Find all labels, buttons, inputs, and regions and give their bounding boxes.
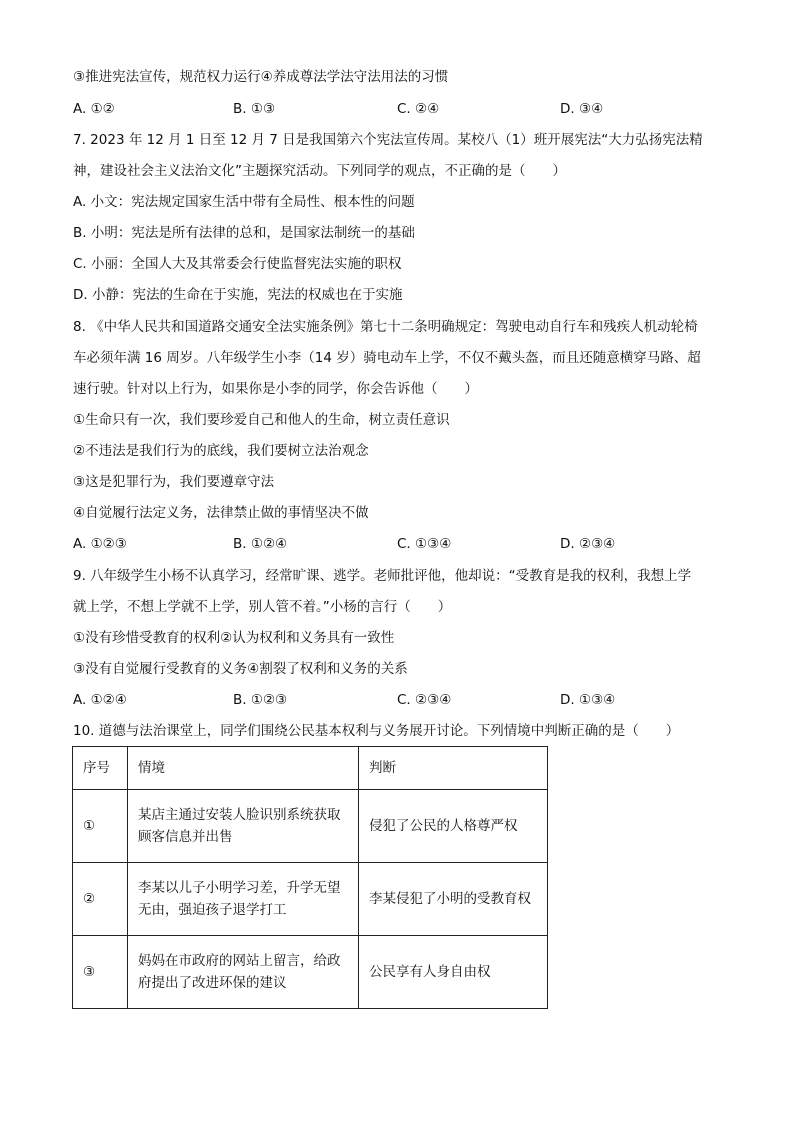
q10-stem: 10. 道德与法治课堂上，同学们围绕公民基本权利与义务展开讨论。下列情境中判断正确的是（ ） <box>73 723 680 739</box>
q8-options <box>73 535 733 553</box>
q8-stem-line-1: 8. 《中华人民共和国道路交通安全法实施条例》第七十二条明确规定：驾驶电动自行车和残疾人机动轮椅 <box>73 319 698 335</box>
q7-stem-line-2: 神，建设社会主义法治文化”主题探究活动。下列同学的观点，不正确的是（ ） <box>73 163 566 179</box>
q6-option-b: B. ①③ <box>233 101 276 117</box>
q6-option-c: C. ②④ <box>397 101 440 117</box>
q8-option-b: B. ①②④ <box>233 536 288 552</box>
table-row <box>73 790 548 863</box>
q8-item-4: ④自觉履行法定义务，法律禁止做的事情坚决不做 <box>73 505 369 521</box>
scenario-line: 府提出了改进环保的建议 <box>138 975 287 991</box>
row-judgment: 公民享有人身自由权 <box>359 936 548 1009</box>
q6-items-line: ③推进宪法宣传，规范权力运行④养成尊法学法守法用法的习惯 <box>73 69 449 85</box>
row-scenario <box>128 790 359 863</box>
q7-option-b: B. 小明：宪法是所有法律的总和，是国家法制统一的基础 <box>73 225 415 241</box>
q9-items-line-1: ①没有珍惜受教育的权利②认为权利和义务具有一致性 <box>73 630 395 646</box>
q7-stem-line-1: 7. 2023 年 12 月 1 日至 12 月 7 日是我国第六个宪法宣传周。某校八（1）班开展宪法“大力弘扬宪法精 <box>73 132 703 148</box>
q6-option-d: D. ③④ <box>560 101 604 117</box>
q10-table <box>72 746 548 1009</box>
q9-stem-line-2: 就上学，不想上学就不上学，别人管不着。”小杨的言行（ ） <box>73 599 452 615</box>
table-row <box>73 863 548 936</box>
row-judgment: 李某侵犯了小明的受教育权 <box>359 863 548 936</box>
scenario-line: 李某以儿子小明学习差，升学无望 <box>138 880 341 896</box>
header-scenario: 情境 <box>128 747 359 790</box>
q9-option-a: A. ①②④ <box>73 692 127 708</box>
header-number: 序号 <box>73 747 128 790</box>
row-scenario <box>128 863 359 936</box>
row-number: ② <box>73 863 128 936</box>
q9-stem-line-1: 9. 八年级学生小杨不认真学习，经常旷课、逃学。老师批评他，他却说：“受教育是我的权利，我想上学 <box>73 568 692 584</box>
q6-options <box>73 100 733 118</box>
row-number: ③ <box>73 936 128 1009</box>
scenario-line: 顾客信息并出售 <box>138 829 233 845</box>
q9-option-c: C. ②③④ <box>397 692 452 708</box>
table-row <box>73 936 548 1009</box>
q8-option-c: C. ①③④ <box>397 536 452 552</box>
scenario-line: 无由，强迫孩子退学打工 <box>138 902 287 918</box>
q7-option-d: D. 小静：宪法的生命在于实施，宪法的权威也在于实施 <box>73 287 403 303</box>
q6-option-a: A. ①② <box>73 101 115 117</box>
q7-option-a: A. 小文：宪法规定国家生活中带有全局性、根本性的问题 <box>73 194 415 210</box>
q9-options <box>73 691 733 709</box>
q8-option-d: D. ②③④ <box>560 536 616 552</box>
table-header-row <box>73 747 548 790</box>
q9-option-b: B. ①②③ <box>233 692 288 708</box>
scenario-line: 妈妈在市政府的网站上留言，给政 <box>138 953 341 969</box>
q8-stem-line-3: 速行驶。针对以上行为，如果你是小李的同学，你会告诉他（ ） <box>73 381 478 397</box>
header-judgment: 判断 <box>359 747 548 790</box>
q8-item-2: ②不违法是我们行为的底线，我们要树立法治观念 <box>73 443 369 459</box>
row-scenario <box>128 936 359 1009</box>
q9-items-line-2: ③没有自觉履行受教育的义务④割裂了权利和义务的关系 <box>73 661 408 677</box>
q8-item-1: ①生命只有一次，我们要珍爱自己和他人的生命，树立责任意识 <box>73 412 450 428</box>
row-number: ① <box>73 790 128 863</box>
q8-stem-line-2: 车必须年满 16 周岁。八年级学生小李（14 岁）骑电动车上学，不仅不戴头盔，而且还随意横穿马路、超 <box>73 350 701 366</box>
scenario-line: 某店主通过安装人脸识别系统获取 <box>138 807 341 823</box>
q8-option-a: A. ①②③ <box>73 536 127 552</box>
q9-option-d: D. ①③④ <box>560 692 616 708</box>
row-judgment: 侵犯了公民的人格尊严权 <box>359 790 548 863</box>
q7-option-c: C. 小丽：全国人大及其常委会行使监督宪法实施的职权 <box>73 256 402 272</box>
q8-item-3: ③这是犯罪行为，我们要遵章守法 <box>73 474 275 490</box>
